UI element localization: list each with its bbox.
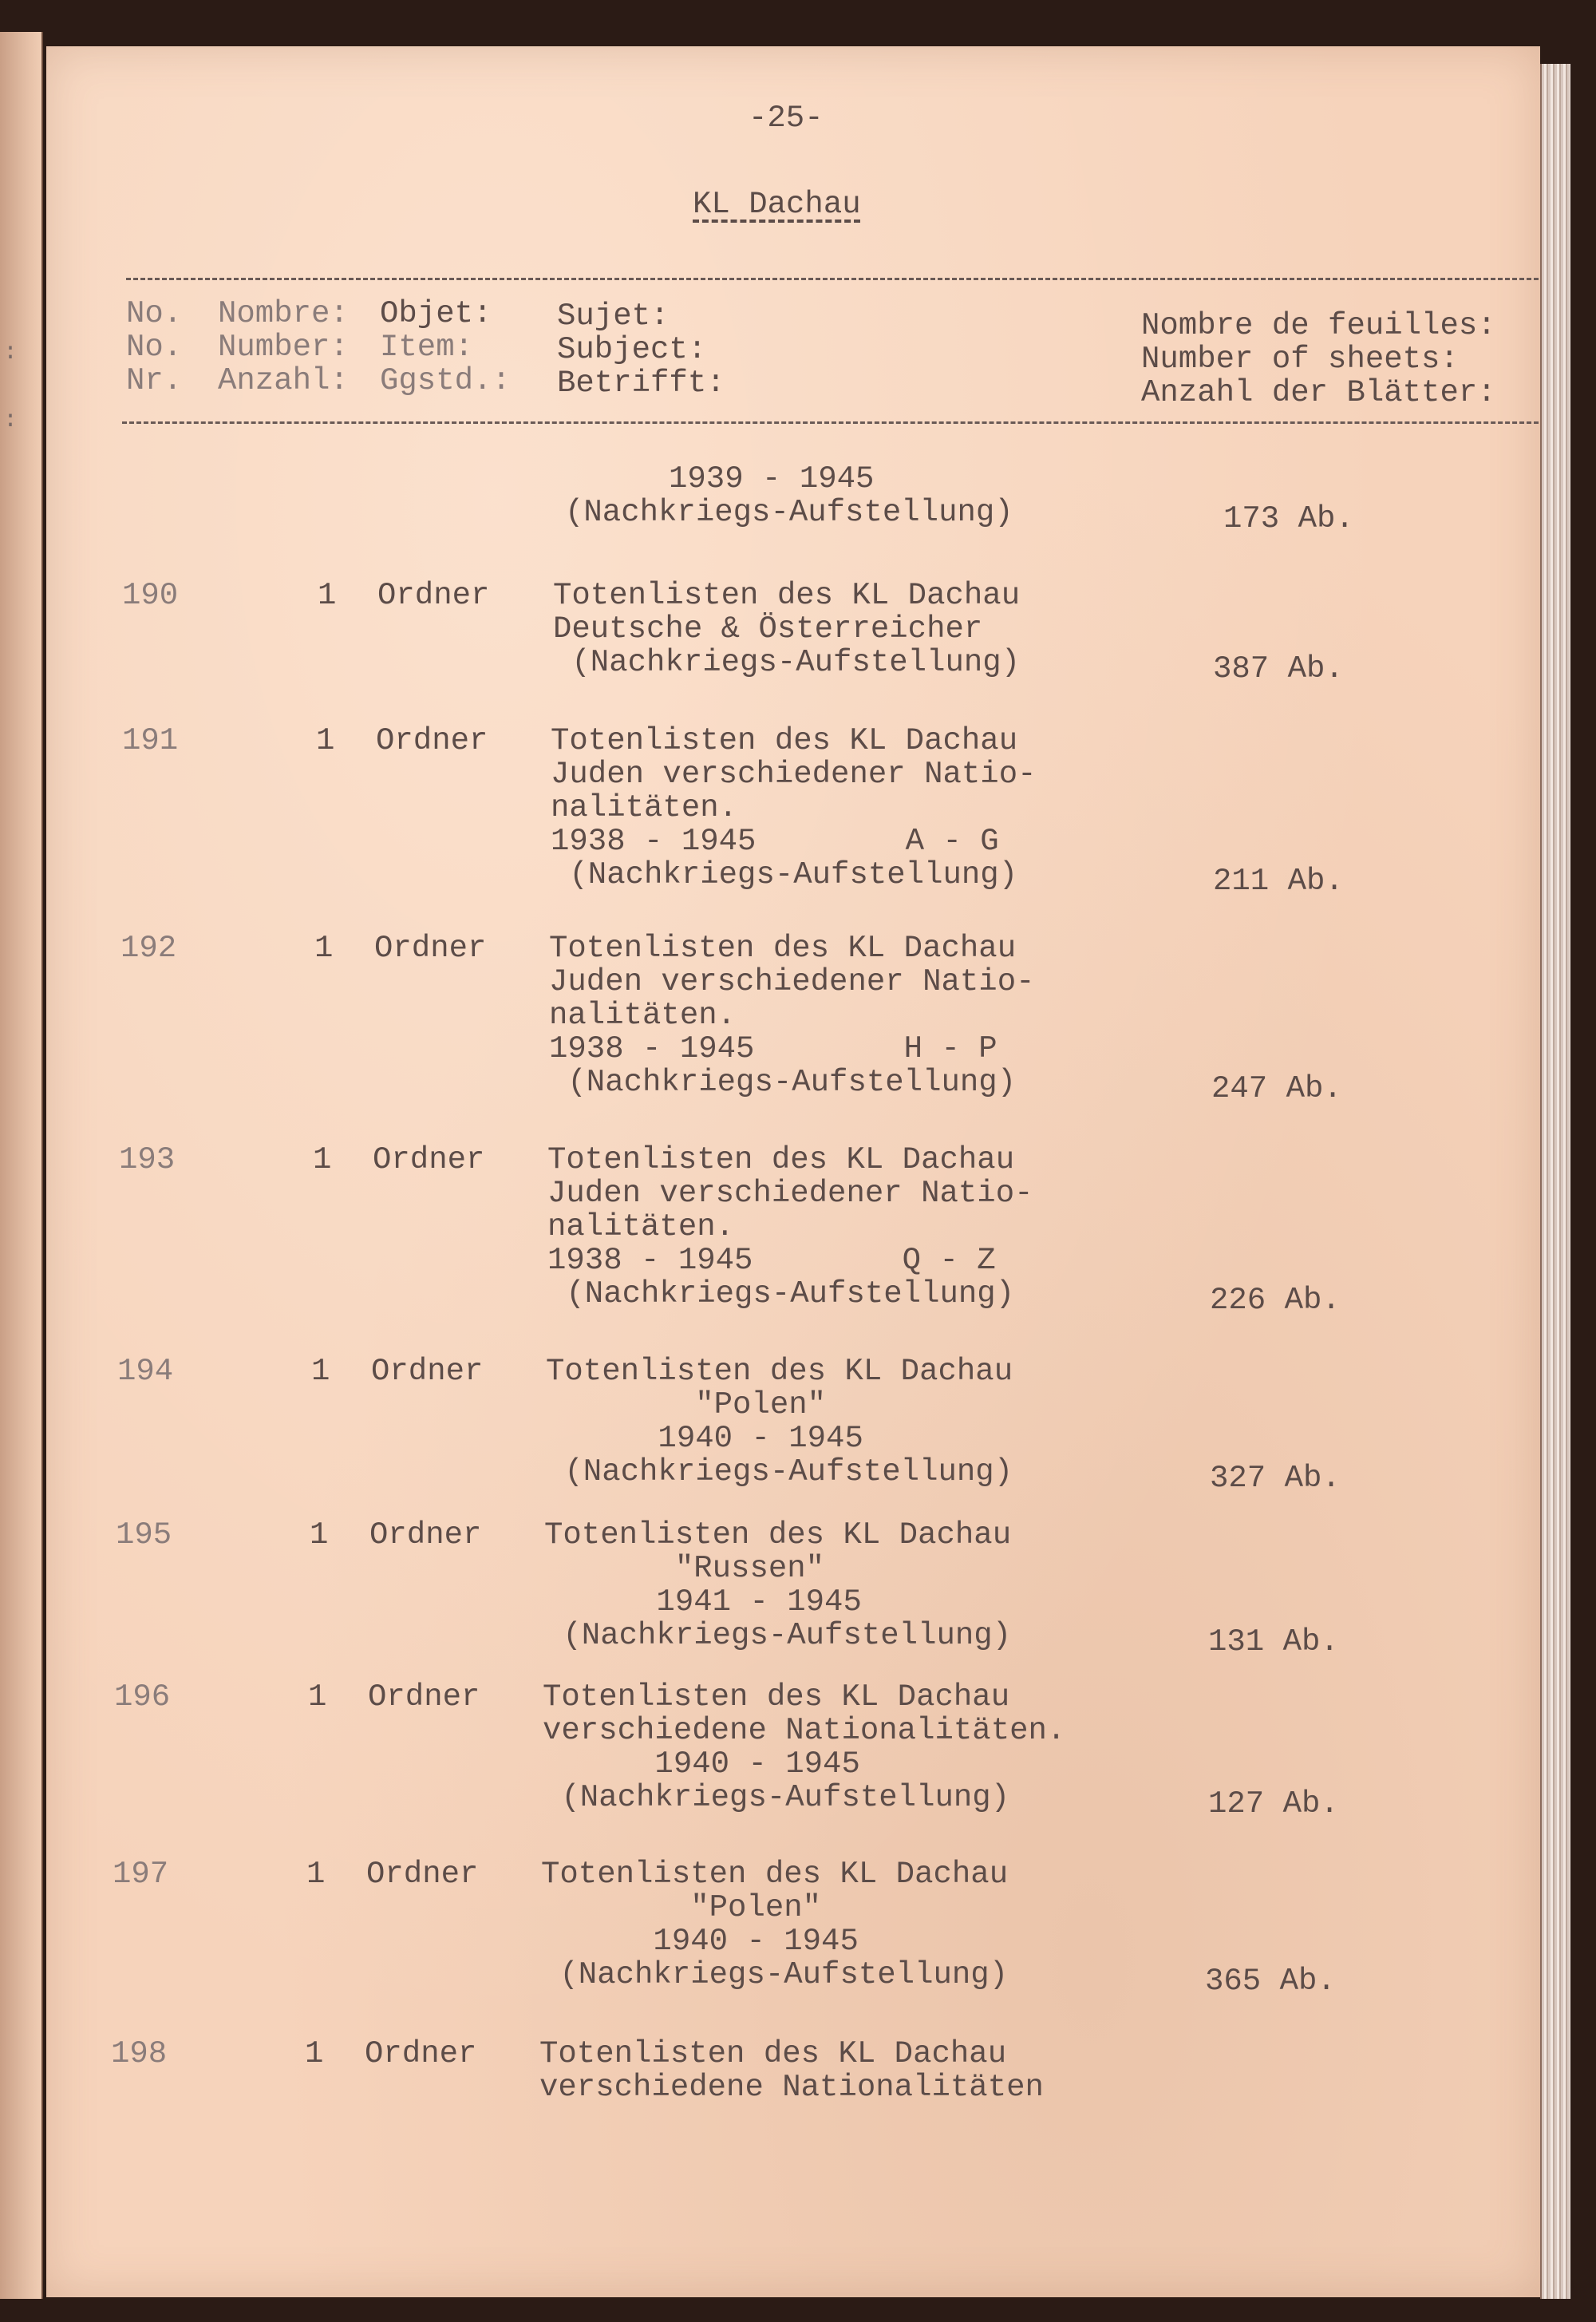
entry-subject-line: Totenlisten des KL Dachau [553,578,1021,613]
continuation-sheets: 173 Ab. [1223,501,1354,536]
adjacent-page-fragment: : [3,339,18,366]
entry-number: 198 [111,2036,168,2071]
entry-subject-line: (Nachkriegs-Aufstellung) [553,645,1021,680]
entry-count: 1 [308,1679,327,1715]
continuation-subject-line: (Nachkriegs-Aufstellung) [565,495,1013,530]
header-bottom-rule [122,421,1539,424]
entry-count: 1 [318,578,337,613]
entry-subject-line: nalitäten. [551,790,738,825]
entry-item: Ordner [373,1142,485,1177]
entry-number: 197 [113,1857,169,1892]
header-count-en: Number: [218,330,349,365]
adjacent-page-edge [0,32,43,2299]
document-page [46,46,1540,2297]
entry-number: 193 [119,1142,176,1177]
entry-subject-line: Totenlisten des KL Dachau [541,1857,1009,1892]
entry-item: Ordner [366,1857,479,1892]
entry-subject-line: nalitäten. [547,1209,735,1244]
entry-subject-line: 1938 - 1945 H - P [549,1031,998,1066]
entry-subject-line: (Nachkriegs-Aufstellung) [547,1276,1015,1311]
entry-sheets: 247 Ab. [1211,1071,1342,1106]
entry-subject-line: (Nachkriegs-Aufstellung) [541,1957,1009,1992]
entry-subject-line: (Nachkriegs-Aufstellung) [543,1780,1010,1815]
entry-subject-line: Totenlisten des KL Dachau [549,931,1017,966]
entry-item: Ordner [374,931,487,966]
entry-subject-line: Juden verschiedener Natio- [551,757,1037,792]
entry-item: Ordner [369,1517,482,1553]
entry-count: 1 [310,1517,329,1553]
header-subject-de: Betrifft: [557,366,725,401]
entry-item: Ordner [365,2036,477,2071]
entry-subject-line: 1940 - 1945 [541,1924,859,1959]
header-item-de: Ggstd.: [380,363,511,398]
continuation-subject-line: 1939 - 1945 [669,461,875,496]
entry-subject-line: 1938 - 1945 A - G [551,824,999,859]
entry-item: Ordner [371,1354,484,1389]
entry-subject-line: (Nachkriegs-Aufstellung) [549,1065,1017,1100]
entry-subject-line: 1938 - 1945 Q - Z [547,1243,996,1278]
entry-subject-line: (Nachkriegs-Aufstellung) [546,1454,1013,1489]
header-count-de: Anzahl: [218,363,349,398]
header-no-fr: No. [126,296,183,331]
entry-subject-line: Juden verschiedener Natio- [547,1176,1033,1211]
entry-number: 196 [114,1679,171,1715]
header-subject-fr: Sujet: [557,299,670,334]
header-no-en: No. [126,330,183,365]
header-sheets-en: Number of sheets: [1141,342,1459,377]
entry-number: 190 [122,578,179,613]
entry-subject-line: nalitäten. [549,998,737,1033]
entry-subject-line: 1940 - 1945 [546,1421,863,1456]
entry-count: 1 [314,931,334,966]
entry-subject-line: 1941 - 1945 [544,1584,862,1620]
entry-subject-line: Totenlisten des KL Dachau [551,723,1018,758]
entry-sheets: 387 Ab. [1213,651,1344,686]
header-count-fr: Nombre: [218,296,349,331]
entry-count: 1 [313,1142,332,1177]
entry-count: 1 [316,723,335,758]
entry-number: 191 [122,723,179,758]
header-sheets-de: Anzahl der Blätter: [1141,375,1496,410]
entry-number: 192 [120,931,177,966]
entry-count: 1 [305,2036,324,2071]
entry-sheets: 131 Ab. [1208,1624,1339,1659]
entry-sheets: 327 Ab. [1210,1461,1341,1496]
entry-subject-line: "Polen" [546,1387,827,1422]
entry-sheets: 365 Ab. [1205,1964,1336,1999]
entry-subject-line: Deutsche & Österreicher [553,611,983,647]
entry-sheets: 211 Ab. [1213,864,1344,899]
header-item-fr: Objet: [380,296,492,331]
entry-subject-line: Totenlisten des KL Dachau [539,2036,1007,2071]
entry-sheets: 127 Ab. [1208,1786,1339,1822]
entry-number: 195 [116,1517,172,1553]
header-item-en: Item: [380,330,474,365]
entry-subject-line: Totenlisten des KL Dachau [547,1142,1015,1177]
adjacent-page-fragment: : [3,407,18,434]
page-number: -25- [749,101,824,136]
entry-subject-line: verschiedene Nationalitäten [539,2070,1044,2105]
entry-subject-line: "Russen" [544,1551,825,1586]
entry-subject-line: Totenlisten des KL Dachau [543,1679,1010,1715]
header-top-rule [126,278,1539,280]
header-no-de: Nr. [126,363,183,398]
entry-subject-line: Totenlisten des KL Dachau [546,1354,1013,1389]
entry-item: Ordner [368,1679,480,1715]
entry-item: Ordner [377,578,490,613]
entry-subject-line: (Nachkriegs-Aufstellung) [544,1618,1012,1653]
entry-subject-line: "Polen" [541,1890,822,1925]
entry-item: Ordner [376,723,488,758]
entry-subject-line: Totenlisten des KL Dachau [544,1517,1012,1553]
entry-count: 1 [311,1354,330,1389]
entry-subject-line: (Nachkriegs-Aufstellung) [551,857,1018,892]
header-subject-en: Subject: [557,332,707,367]
entry-subject-line: 1940 - 1945 [543,1746,860,1782]
page-edge-stack [1540,64,1570,2299]
entry-subject-line: verschiedene Nationalitäten. [543,1713,1066,1748]
header-sheets-fr: Nombre de feuilles: [1141,308,1496,343]
entry-sheets: 226 Ab. [1210,1283,1341,1318]
page-title: KL Dachau [693,187,861,222]
entry-count: 1 [306,1857,326,1892]
entry-subject-line: Juden verschiedener Natio- [549,964,1035,999]
entry-number: 194 [117,1354,174,1389]
